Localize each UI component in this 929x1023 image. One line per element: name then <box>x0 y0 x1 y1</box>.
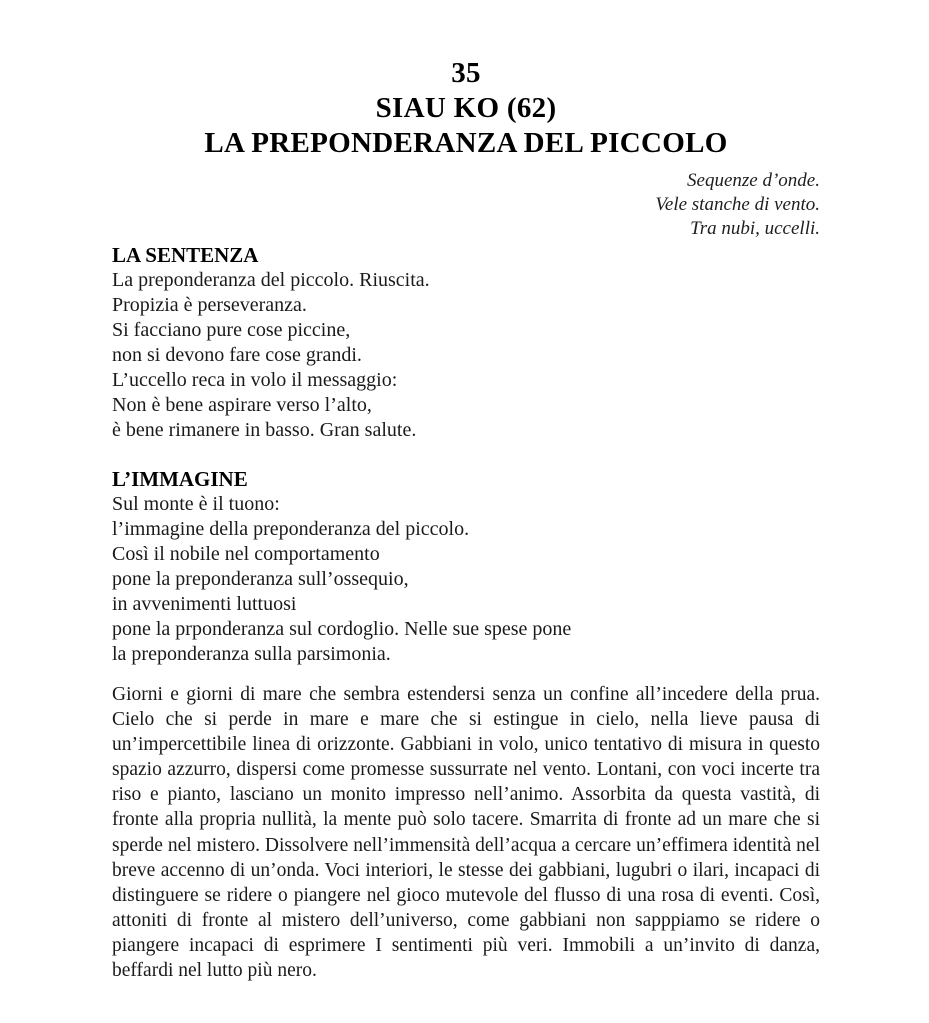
epigraph-line: Vele stanche di vento. <box>655 194 820 215</box>
sentenza-line: La preponderanza del piccolo. Riuscita. <box>112 269 430 291</box>
immagine-line: in avvenimenti luttuosi <box>112 593 297 615</box>
sentenza-line: Non è bene aspirare verso l’alto, <box>112 394 372 416</box>
hexagram-name: SIAU KO (62) <box>375 92 557 124</box>
immagine-line: Sul monte è il tuono: <box>112 493 280 515</box>
sentenza-heading: LA SENTENZA <box>112 243 259 267</box>
chapter-number: 35 <box>451 57 481 89</box>
immagine-line: la preponderanza sulla parsimonia. <box>112 643 391 665</box>
epigraph <box>112 169 820 241</box>
immagine-line: Così il nobile nel comportamento <box>112 543 380 565</box>
sentenza-line: Si facciano pure cose piccine, <box>112 319 351 341</box>
commentary-paragraph: Giorni e giorni di mare che sembra estendersi senza un confine all’incedere della prua. Cielo che si perde in mare e mare che si estingue in cielo, nella lieve pausa di un’impercettibile linea di orizzonte. Gabbiani in volo, unico tentativo di misura in questo spazio azzurro, dispersi come promesse sussurrate nel vento. Lontani, con voci incerte tra riso e pianto, lasciano un monito impresso nell’animo. Assorbita da questa vastità, di fronte alla propria nullità, la mente può solo tacere. Smarrita di fronte ad un mare che si sperde nel mistero. Dissolvere nell’immensità dell’acqua a cercare un’effimera identità nel breve accenno di un’onda. Voci interiori, le stesse dei gabbiani, lugubri o ilari, incapaci di distinguere se ridere o piangere nel gioco mutevole del flusso di una rosa di eventi. Così, attoniti di fronte al mistero dell’universo, come gabbiani non sapppiamo se ridere o piangere incapaci di esprimere I sentimenti più veri. Immobili a un’invito di danza, beffardi nel lutto più nero. <box>112 684 820 982</box>
chapter-title: LA PREPONDERANZA DEL PICCOLO <box>204 127 728 159</box>
immagine-line: pone la prponderanza sul cordoglio. Nelle sue spese pone <box>112 618 572 640</box>
chapter-header <box>112 56 820 161</box>
sentenza-line: non si devono fare cose grandi. <box>112 344 362 366</box>
sentenza-line: è bene rimanere in basso. Gran salute. <box>112 419 417 441</box>
immagine-line: l’immagine della preponderanza del piccolo. <box>112 518 470 540</box>
immagine-line: pone la preponderanza sull’ossequio, <box>112 568 409 590</box>
epigraph-line: Sequenze d’onde. <box>687 170 820 191</box>
immagine-heading: L’IMMAGINE <box>112 467 248 491</box>
section-immagine <box>112 467 820 667</box>
epigraph-line: Tra nubi, uccelli. <box>690 218 820 239</box>
sentenza-line: Propizia è perseveranza. <box>112 294 307 316</box>
sentenza-line: L’uccello reca in volo il messaggio: <box>112 369 398 391</box>
section-sentenza <box>112 243 820 443</box>
